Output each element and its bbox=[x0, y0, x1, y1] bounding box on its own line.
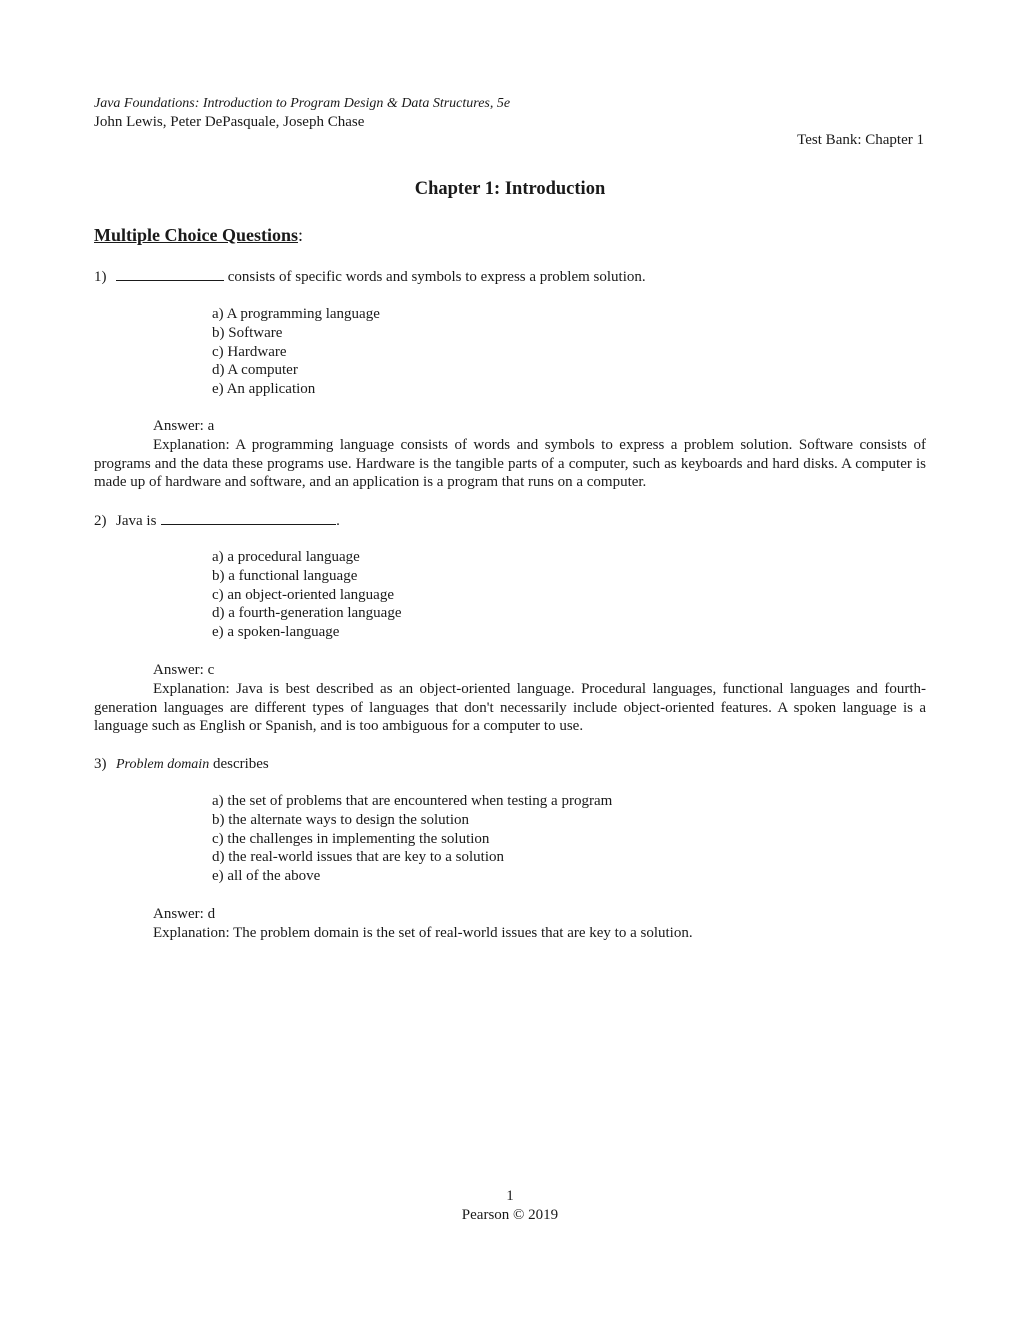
question-1-answer: Answer: a bbox=[153, 418, 215, 434]
option: b) Software bbox=[212, 324, 283, 341]
option: d) a fourth-generation language bbox=[212, 605, 402, 622]
question-text-before-blank: Java is bbox=[116, 513, 157, 529]
option: e) a spoken-language bbox=[212, 624, 340, 641]
question-3-explanation: Explanation: The problem domain is the set of real-world issues that are key to a solution. bbox=[153, 925, 693, 941]
test-bank-label: Test Bank: Chapter 1 bbox=[797, 132, 924, 148]
question-term: Problem domain bbox=[116, 757, 210, 772]
question-number: 3) bbox=[94, 756, 107, 772]
option: c) an object-oriented language bbox=[212, 586, 394, 603]
option: d) the real-world issues that are key to a solution bbox=[212, 849, 505, 866]
question-text: consists of specific words and symbols to express a problem solution. bbox=[227, 269, 646, 285]
option: a) a procedural language bbox=[212, 549, 360, 565]
question-number: 1) bbox=[94, 269, 107, 285]
question-1-stem bbox=[94, 267, 646, 287]
question-2-explanation: Explanation: Java is best described as an object-oriented language. Procedural languages, functional languages and fourth-generation languages are different types of languages that don't necessarily include object-oriented features. A spoken language is a language such as English or Spanish, and is too ambiguous for a computer to use. bbox=[94, 681, 926, 735]
section-heading-colon: : bbox=[298, 225, 304, 245]
copyright: Pearson © 2019 bbox=[461, 1207, 559, 1223]
page-number: 1 bbox=[506, 1188, 514, 1204]
option: c) the challenges in implementing the solution bbox=[212, 830, 490, 847]
question-text-after-blank: . bbox=[336, 513, 340, 529]
question-2-stem bbox=[94, 511, 340, 531]
option: a) the set of problems that are encountered when testing a program bbox=[212, 793, 613, 809]
answer-blank bbox=[116, 267, 224, 281]
option: e) all of the above bbox=[212, 868, 321, 885]
question-2-options bbox=[212, 548, 402, 642]
option: e) An application bbox=[212, 381, 316, 398]
option: c) Hardware bbox=[212, 343, 287, 360]
authors: John Lewis, Peter DePasquale, Joseph Chase bbox=[94, 114, 365, 130]
question-3-answer: Answer: d bbox=[153, 906, 216, 922]
option: d) A computer bbox=[212, 362, 298, 379]
option: b) a functional language bbox=[212, 567, 358, 584]
option: a) A programming language bbox=[212, 306, 380, 322]
option: b) the alternate ways to design the solution bbox=[212, 811, 470, 828]
chapter-title: Chapter 1: Introduction bbox=[414, 179, 606, 199]
question-number: 2) bbox=[94, 513, 107, 529]
section-heading-text: Multiple Choice Questions bbox=[94, 225, 299, 245]
question-2-answer: Answer: c bbox=[153, 662, 215, 678]
answer-blank bbox=[161, 511, 336, 525]
question-1-options bbox=[212, 305, 380, 399]
question-text: describes bbox=[212, 756, 269, 772]
question-1-explanation: Explanation: A programming language consists of words and symbols to express a problem solution. Software consists of programs and the data these programs use. Hardware is the tangible parts of a computer, such as keyboards and hard disks. A computer is made up of hardware and software, and an application is a program that runs on a computer. bbox=[94, 437, 926, 491]
book-title: Java Foundations: Introduction to Program Design & Data Structures, 5e bbox=[94, 96, 511, 111]
question-3-options bbox=[212, 792, 612, 886]
question-3-stem bbox=[94, 755, 269, 774]
section-heading bbox=[94, 224, 303, 246]
